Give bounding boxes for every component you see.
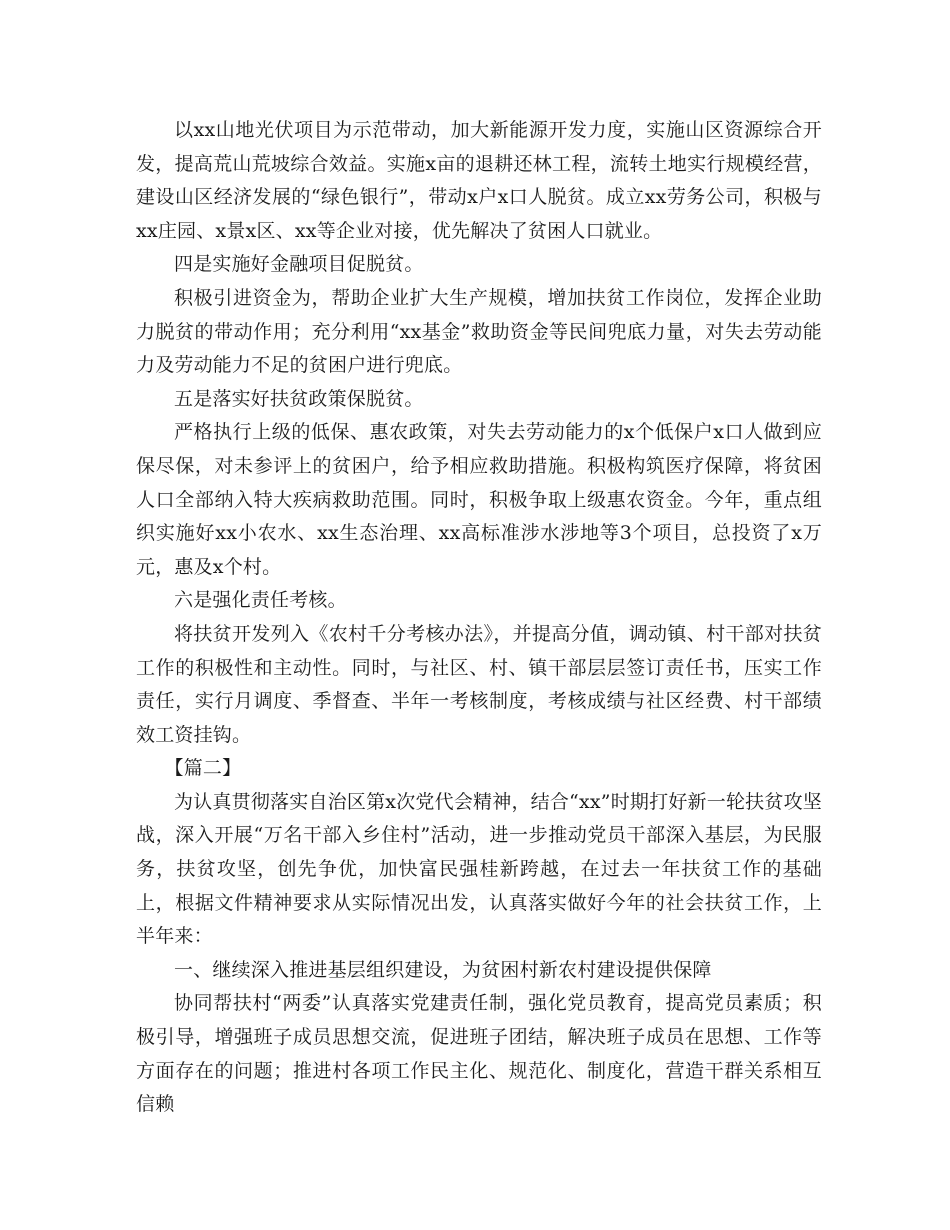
paragraph: 为认真贯彻落实自治区第x次党代会精神，结合“xx”时期打好新一轮扶贫攻坚战，深入开展“万名干部入乡住村”活动，进一步推动党员干部深入基层，为民服务，扶贫攻坚，创先争优，加快富民强桂新跨越，在过去一年扶贫工作的基础上，根据文件精神要求从实际情况出发，认真落实做好今年的社会扶贫工作，上半年来：	[136, 790, 822, 948]
paragraph: 严格执行上级的低保、惠农政策，对失去劳动能力的x个低保户x口人做到应保尽保，对未参评上的贫困户，给予相应救助措施。积极构筑医疗保障，将贫困人口全部纳入特大疾病救助范围。同时，积极争取上级惠农资金。今年，重点组织实施好xx小农水、xx生态治理、xx高标准涉水涉地等3个项目，总投资了x万元，惠及x个村。	[136, 421, 822, 578]
document-body	[136, 114, 822, 1122]
paragraph: 协同帮扶村“两委”认真落实党建责任制，强化党员教育，提高党员素质；积极引导，增强班子成员思想交流，促进班子团结，解决班子成员在思想、工作等方面存在的问题；推进村各项工作民主化、规范化、制度化，营造干群关系相互信赖	[136, 992, 822, 1116]
section-heading: 六是强化责任考核。	[174, 589, 347, 612]
paragraph: 积极引进资金为，帮助企业扩大生产规模，增加扶贫工作岗位，发挥企业助力脱贫的带动作用；充分利用“xx基金”救助资金等民间兜底力量，对失去劳动能力及劳动能力不足的贫困户进行兜底。	[136, 286, 822, 377]
section-heading: 五是落实好扶贫政策保脱贫。	[174, 387, 424, 410]
section-heading: 四是实施好金融项目促脱贫。	[174, 253, 424, 276]
section-heading: 一、继续深入推进基层组织建设，为贫困村新农村建设提供保障	[174, 958, 712, 981]
part-label: 【篇二】	[164, 757, 242, 780]
paragraph: 以xx山地光伏项目为示范带动，加大新能源开发力度，实施山区资源综合开发，提高荒山荒坡综合效益。实施x亩的退耕还林工程，流转土地实行规模经营，建设山区经济发展的“绿色银行”，带动x户x口人脱贫。成立xx劳务公司，积极与xx庄园、x景x区、xx等企业对接，优先解决了贫困人口就业。	[136, 119, 822, 242]
paragraph: 将扶贫开发列入《农村千分考核办法》，并提高分值，调动镇、村干部对扶贫工作的积极性和主动性。同时，与社区、村、镇干部层层签订责任书，压实工作责任，实行月调度、季督查、半年一考核制度，考核成绩与社区经费、村干部绩效工资挂钩。	[136, 622, 822, 746]
